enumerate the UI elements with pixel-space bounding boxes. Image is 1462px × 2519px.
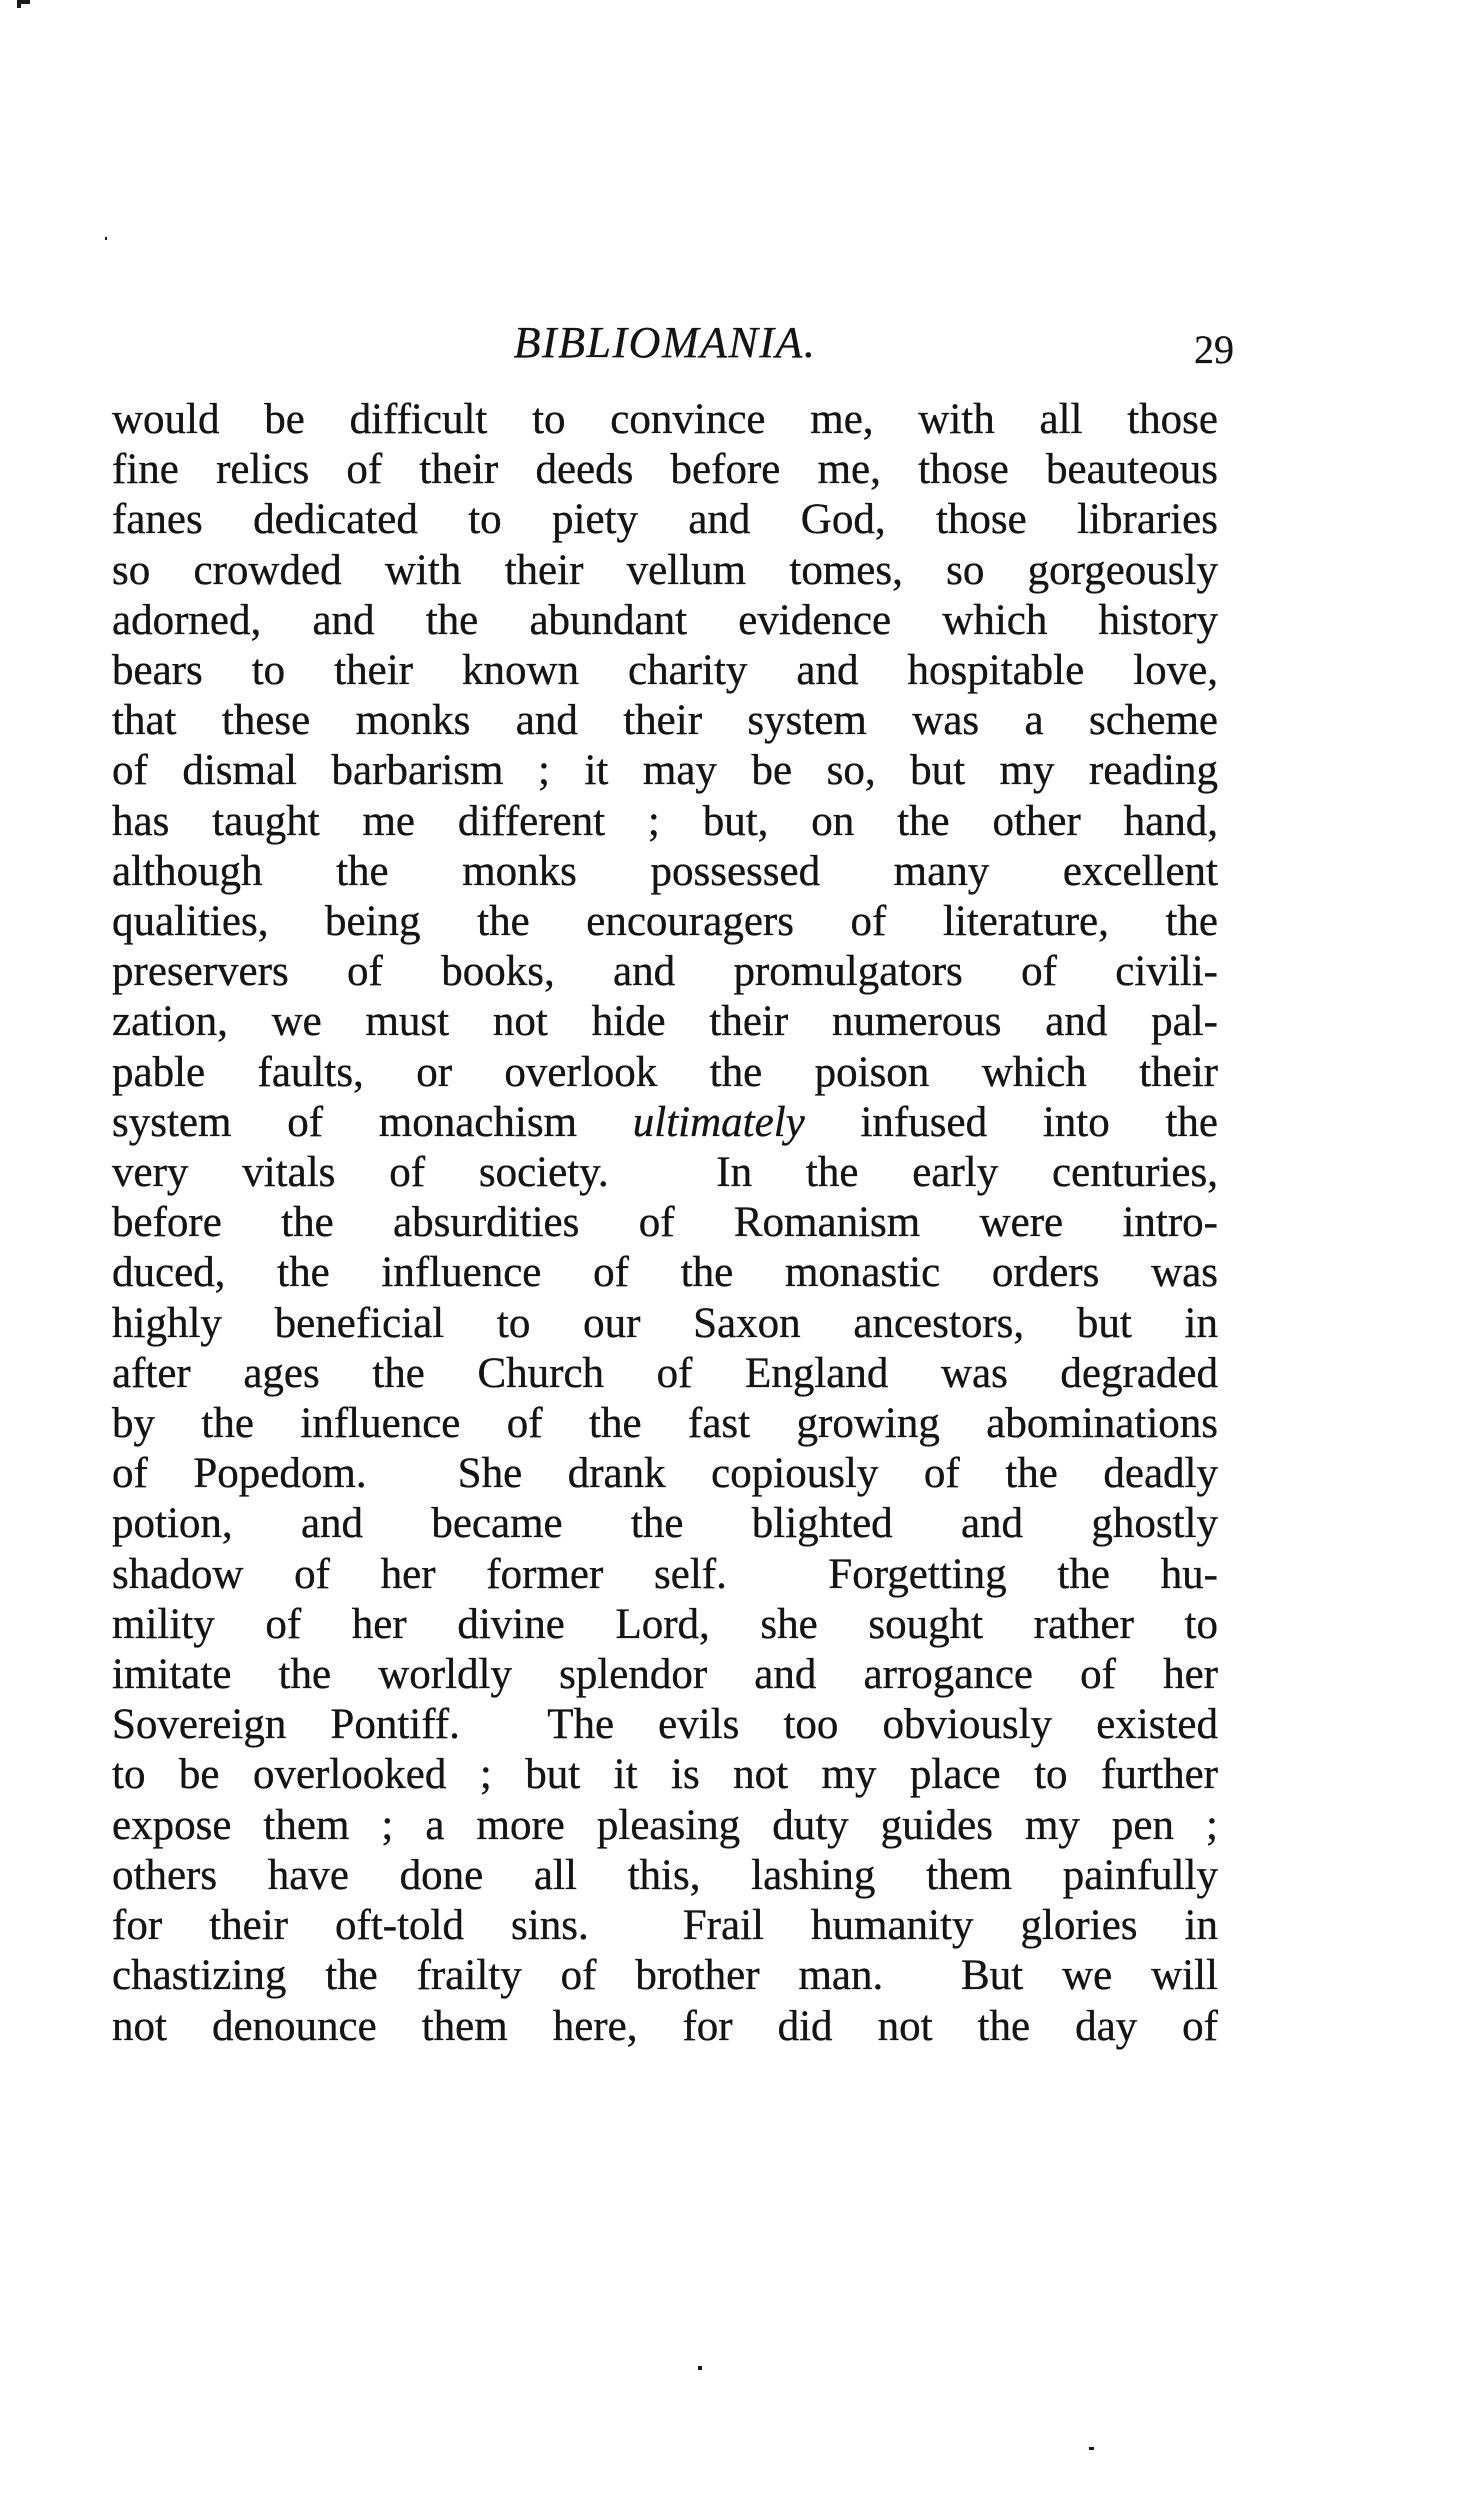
text-line xyxy=(112,1750,1218,1800)
text-segment: system of monachism xyxy=(112,1098,633,1146)
text-segment: of Popedom. She drank copiously of the deadly xyxy=(112,1450,1218,1498)
text-line xyxy=(112,1248,1218,1298)
text-segment: has taught me different ; but, on the other hand, xyxy=(112,797,1218,845)
scan-speck xyxy=(17,0,21,8)
text-segment: before the absurdities of Romanism were intro- xyxy=(112,1199,1218,1247)
scan-speck xyxy=(105,237,107,240)
text-segment: chastizing the frailty of brother man. But we will xyxy=(112,1952,1218,2000)
text-line xyxy=(112,847,1218,897)
text-segment: imitate the worldly splendor and arrogance of her xyxy=(112,1651,1218,1699)
text-segment: would be difficult to convince me, with all those xyxy=(112,396,1218,443)
text-segment: highly beneficial to our Saxon ancestors, but in xyxy=(112,1299,1218,1347)
text-line xyxy=(112,1951,1218,2001)
text-line xyxy=(112,1399,1218,1449)
page-number: 29 xyxy=(1194,327,1234,372)
text-segment: that these monks and their system was a scheme xyxy=(112,697,1218,745)
text-line xyxy=(112,1600,1218,1650)
text-segment: adorned, and the abundant evidence which history xyxy=(112,596,1218,644)
text-segment: Sovereign Pontiff. The evils too obviously existed xyxy=(112,1701,1218,1749)
text-line xyxy=(112,1650,1218,1700)
text-segment: infused into the xyxy=(804,1098,1218,1146)
text-segment: after ages the Church of England was degraded xyxy=(112,1349,1218,1397)
text-segment: pable faults, or overlook the poison which their xyxy=(112,1048,1218,1096)
text-line xyxy=(112,495,1218,545)
text-line xyxy=(112,1198,1218,1248)
text-line xyxy=(112,997,1218,1047)
text-segment: very vitals of society. In the early centuries, xyxy=(112,1149,1218,1197)
text-segment: bears to their known charity and hospitable love, xyxy=(112,647,1218,695)
text-line xyxy=(112,1349,1218,1399)
text-segment: although the monks possessed many excellent xyxy=(112,847,1218,895)
text-segment: potion, and became the blighted and ghostly xyxy=(112,1500,1218,1548)
text-segment: for their oft-told sins. Frail humanity glories in xyxy=(112,1902,1218,1950)
text-segment: expose them ; a more pleasing duty guides my pen ; xyxy=(112,1801,1218,1849)
text-line xyxy=(112,947,1218,997)
scan-speck xyxy=(1089,2447,1094,2450)
text-line xyxy=(112,797,1218,847)
text-segment: fanes dedicated to piety and God, those libraries xyxy=(112,496,1218,544)
text-segment: of dismal barbarism ; it may be so, but my reading xyxy=(112,747,1218,795)
text-line xyxy=(112,1801,1218,1851)
text-segment: shadow of her former self. Forgetting the hu- xyxy=(112,1550,1218,1598)
text-line xyxy=(112,897,1218,947)
text-line xyxy=(112,395,1218,445)
text-line xyxy=(112,596,1218,646)
text-segment: mility of her divine Lord, she sought rather to xyxy=(112,1600,1218,1648)
text-segment: so crowded with their vellum tomes, so gorgeously xyxy=(112,546,1218,594)
body-text xyxy=(112,395,1218,2052)
text-line xyxy=(112,696,1218,746)
text-segment: not denounce them here, for did not the day of xyxy=(112,2002,1218,2050)
text-line xyxy=(112,546,1218,596)
text-segment: to be overlooked ; but it is not my place to further xyxy=(112,1751,1218,1799)
text-line xyxy=(112,1449,1218,1499)
text-line xyxy=(112,1048,1218,1098)
text-line xyxy=(112,1499,1218,1549)
text-segment: preservers of books, and promulgators of civili- xyxy=(112,948,1218,996)
text-line xyxy=(112,1098,1218,1148)
text-segment: fine relics of their deeds before me, those beauteous xyxy=(112,446,1218,494)
scan-speck xyxy=(698,2366,702,2370)
text-line xyxy=(112,1299,1218,1349)
page-header xyxy=(112,318,1234,372)
text-line xyxy=(112,746,1218,796)
text-line xyxy=(112,1901,1218,1951)
text-line xyxy=(112,445,1218,495)
text-segment-italic: ultimately xyxy=(632,1098,805,1146)
text-segment: zation, we must not hide their numerous and pal- xyxy=(112,998,1218,1046)
text-segment: qualities, being the encouragers of literature, the xyxy=(112,898,1218,946)
text-line xyxy=(112,1851,1218,1901)
text-segment: others have done all this, lashing them painfully xyxy=(112,1851,1218,1899)
text-segment: by the influence of the fast growing abominations xyxy=(112,1400,1218,1448)
text-line xyxy=(112,1700,1218,1750)
text-line xyxy=(112,1550,1218,1600)
running-title: BIBLIOMANIA. xyxy=(513,318,817,367)
text-line xyxy=(112,2002,1218,2052)
text-line xyxy=(112,1148,1218,1198)
text-line xyxy=(112,646,1218,696)
text-segment: duced, the influence of the monastic orders was xyxy=(112,1249,1218,1297)
